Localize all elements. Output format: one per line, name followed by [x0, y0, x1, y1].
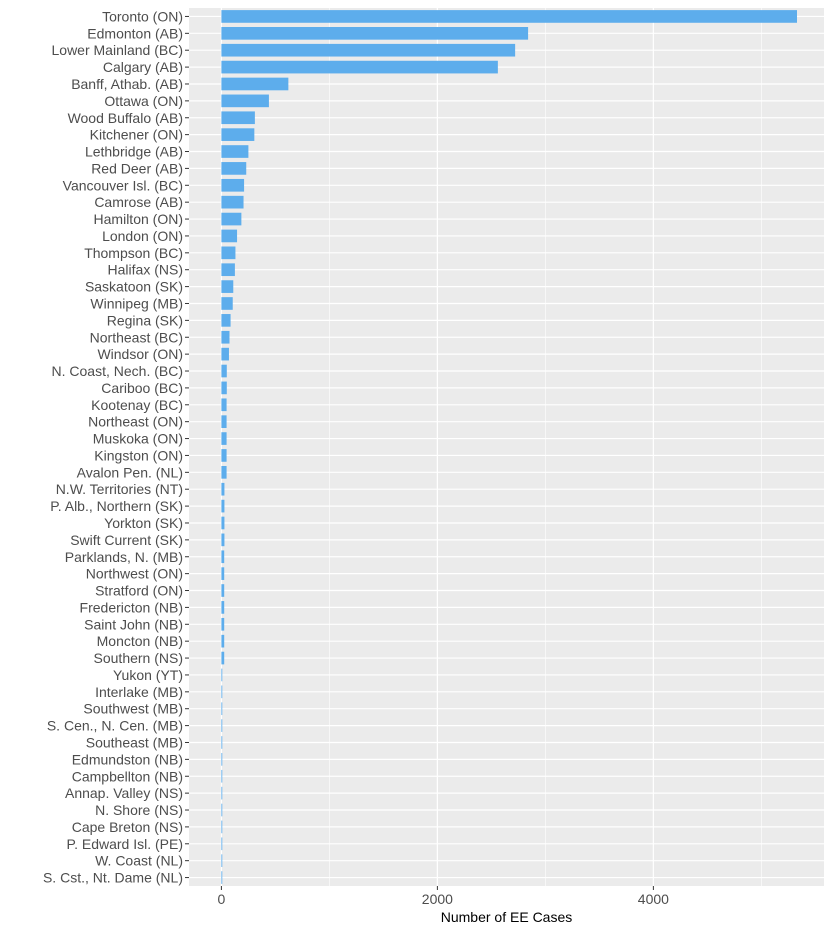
bar: [221, 854, 222, 867]
bar: [221, 753, 222, 766]
y-tick-label: Thompson (BC): [84, 244, 183, 261]
bar: [221, 111, 254, 124]
y-tick-label: Lower Mainland (BC): [51, 42, 183, 59]
y-tick-label: Northeast (ON): [88, 413, 183, 430]
bar: [221, 449, 226, 462]
x-axis: [217, 886, 669, 907]
bar: [221, 635, 224, 648]
y-tick-label: Yorkton (SK): [104, 514, 183, 531]
bar: [221, 821, 222, 834]
bar: [221, 685, 222, 698]
bar: [221, 382, 226, 395]
y-tick-label: Vancouver Isl. (BC): [62, 177, 183, 194]
bar: [221, 10, 797, 23]
bar: [221, 534, 224, 547]
bar: [221, 162, 246, 175]
y-tick-label: Northeast (BC): [89, 329, 183, 346]
bar: [221, 230, 237, 243]
bar: [221, 44, 515, 57]
y-tick-label: Edmonton (AB): [87, 25, 183, 42]
bar: [221, 483, 224, 496]
bar: [221, 297, 232, 310]
y-tick-label: Hamilton (ON): [93, 211, 183, 228]
y-tick-label: Fredericton (NB): [79, 599, 183, 616]
bar: [221, 550, 224, 563]
y-tick-label: Southern (NS): [93, 650, 183, 667]
bar: [221, 331, 229, 344]
y-tick-label: Annap. Valley (NS): [64, 785, 183, 802]
y-tick-label: Saskatoon (SK): [84, 278, 183, 295]
y-tick-label: Red Deer (AB): [91, 160, 183, 177]
y-tick-label: Windsor (ON): [97, 346, 183, 363]
bar: [221, 837, 222, 850]
y-tick-label: Kootenay (BC): [91, 396, 183, 413]
y-tick-label: Campbellton (NB): [71, 768, 183, 785]
bar: [221, 432, 226, 445]
y-tick-label: Parklands, N. (MB): [64, 548, 183, 565]
bar: [221, 652, 224, 665]
y-tick-label: Swift Current (SK): [70, 531, 183, 548]
x-tick-label: 0: [217, 891, 226, 907]
y-tick-label: N. Shore (NS): [95, 802, 183, 819]
bar: [221, 567, 224, 580]
y-tick-label: Wood Buffalo (AB): [67, 109, 183, 126]
bar: [221, 415, 226, 428]
bar: [221, 365, 226, 378]
bar: [221, 61, 497, 74]
y-tick-label: Kingston (ON): [94, 447, 183, 464]
bar: [221, 314, 230, 327]
bar: [221, 702, 222, 715]
y-tick-label: Regina (SK): [106, 312, 183, 329]
y-tick-label: Southwest (MB): [83, 700, 183, 717]
y-tick-label: Calgary (AB): [102, 59, 183, 76]
y-tick-label: W. Coast (NL): [95, 852, 183, 869]
bar: [221, 263, 234, 276]
bar: [221, 770, 222, 783]
y-axis: [43, 8, 189, 885]
x-tick-label: 2000: [421, 891, 453, 907]
bar: [221, 466, 226, 479]
bar: [221, 27, 528, 40]
bar: [221, 179, 244, 192]
bar: [221, 618, 224, 631]
y-tick-label: Stratford (ON): [95, 582, 183, 599]
y-tick-label: Southeast (MB): [85, 734, 183, 751]
bar: [221, 500, 224, 513]
y-tick-label: Ottawa (ON): [104, 92, 183, 109]
bar: [221, 871, 222, 884]
y-tick-label: Banff, Athab. (AB): [71, 75, 183, 92]
bar: [221, 128, 254, 141]
y-tick-label: Edmundston (NB): [71, 751, 183, 768]
bar: [221, 145, 248, 158]
bar: [221, 246, 235, 259]
y-tick-label: Northwest (ON): [85, 565, 183, 582]
bar: [221, 517, 224, 530]
y-tick-label: Cape Breton (NS): [71, 818, 183, 835]
bar: [221, 348, 229, 361]
y-tick-label: London (ON): [102, 227, 183, 244]
y-tick-label: Lethbridge (AB): [84, 143, 183, 160]
bar: [221, 787, 222, 800]
bar: [221, 213, 241, 226]
bar: [221, 719, 222, 732]
y-tick-label: Camrose (AB): [94, 194, 183, 211]
y-tick-label: S. Cst., Nt. Dame (NL): [42, 869, 183, 886]
bar: [221, 736, 222, 749]
bar: [221, 78, 288, 91]
y-tick-label: P. Edward Isl. (PE): [66, 835, 183, 852]
bar: [221, 584, 224, 597]
x-axis-title: Number of EE Cases: [440, 909, 573, 925]
y-tick-label: S. Cen., N. Cen. (MB): [46, 717, 183, 734]
x-tick-label: 4000: [637, 891, 669, 907]
y-tick-label: Winnipeg (MB): [90, 295, 183, 312]
plot-panel: [189, 8, 824, 886]
y-tick-label: Kitchener (ON): [89, 126, 183, 143]
y-tick-label: Avalon Pen. (NL): [76, 464, 183, 481]
y-tick-label: Interlake (MB): [95, 683, 183, 700]
bar: [221, 95, 269, 108]
y-tick-label: Toronto (ON): [102, 8, 183, 25]
y-tick-label: N. Coast, Nech. (BC): [51, 363, 183, 380]
y-tick-label: Muskoka (ON): [92, 430, 183, 447]
bar: [221, 280, 233, 293]
bar: [221, 196, 243, 209]
y-tick-label: Saint John (NB): [84, 616, 183, 633]
y-tick-label: N.W. Territories (NT): [55, 481, 183, 498]
y-tick-label: Yukon (YT): [112, 666, 183, 683]
bar: [221, 804, 222, 817]
bar: [221, 669, 222, 682]
y-tick-label: Halifax (NS): [107, 261, 183, 278]
y-tick-label: Moncton (NB): [96, 633, 183, 650]
y-tick-label: Cariboo (BC): [101, 379, 183, 396]
bar: [221, 601, 224, 614]
y-tick-label: P. Alb., Northern (SK): [50, 498, 183, 515]
bar: [221, 398, 226, 411]
